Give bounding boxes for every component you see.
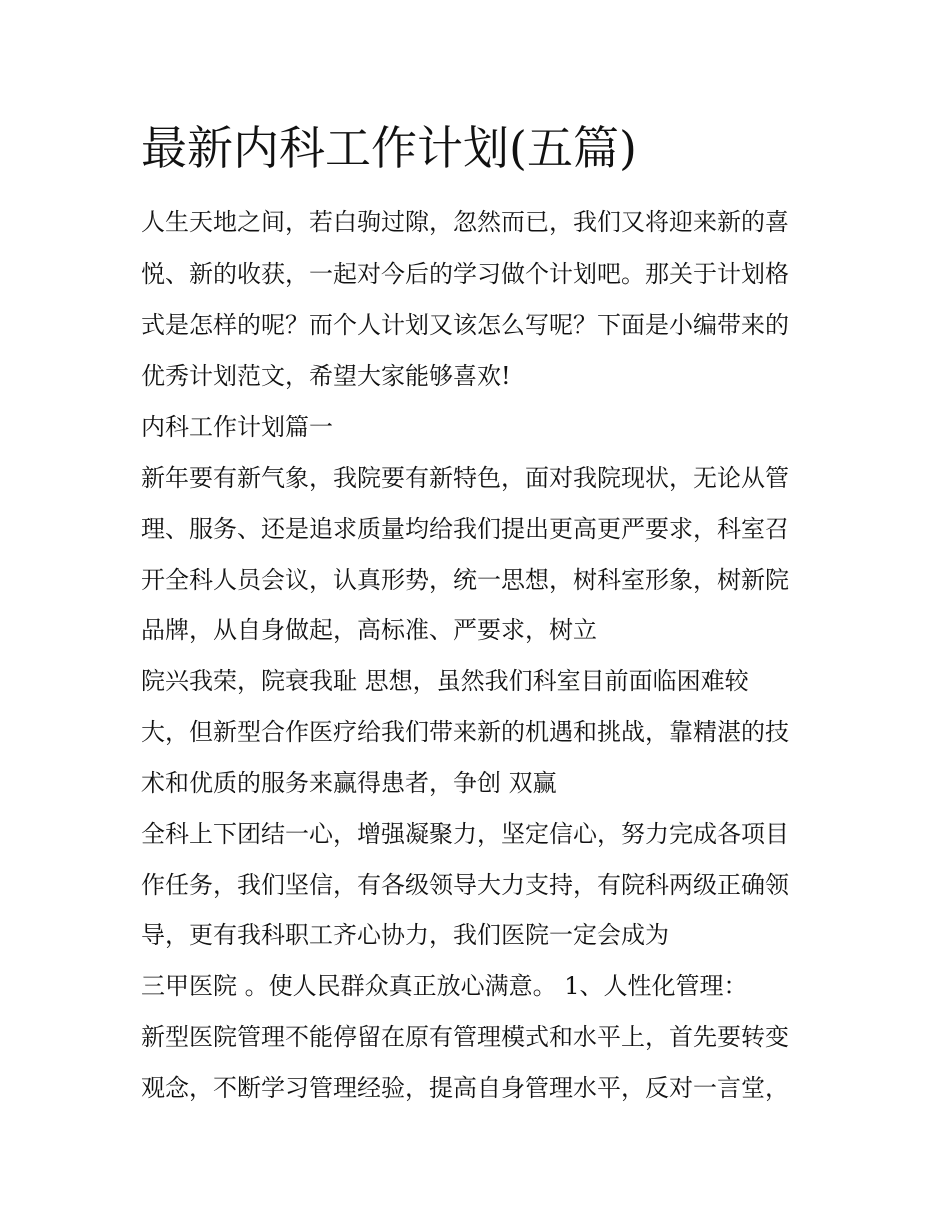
body-line: 优秀计划范文，希望大家能够喜欢!: [141, 362, 511, 390]
body-line: 院兴我荣，院衰我耻 思想，虽然我们科室目前面临困难较: [141, 667, 749, 695]
body-line: 新型医院管理不能停留在原有管理模式和水平上，首先要转变: [141, 1023, 789, 1051]
body-line: 悦、新的收获，一起对今后的学习做个计划吧。那关于计划格: [141, 260, 789, 288]
document-title: 最新内科工作计划(五篇): [141, 121, 637, 175]
body-line: 大，但新型合作医疗给我们带来新的机遇和挑战，靠精湛的技: [141, 718, 789, 746]
body-line: 全科上下团结一心，增强凝聚力，坚定信心，努力完成各项目: [141, 820, 789, 848]
body-line: 术和优质的服务来赢得患者，争创 双赢: [141, 769, 557, 797]
body-line: 三甲医院 。使人民群众真正放心满意。 1、人性化管理：: [141, 972, 748, 1000]
body-line: 导，更有我科职工齐心协力，我们医院一定会成为: [141, 921, 669, 949]
body-line: 作任务，我们坚信，有各级领导大力支持，有院科两级正确领: [141, 871, 789, 899]
section-heading: 内科工作计划篇一: [141, 413, 333, 441]
body-line: 理、服务、还是追求质量均给我们提出更高更严要求，科室召: [141, 515, 789, 543]
body-line: 新年要有新气象，我院要有新特色，面对我院现状，无论从管: [141, 464, 789, 492]
body-line: 式是怎样的呢？而个人计划又该怎么写呢？下面是小编带来的: [141, 311, 789, 339]
body-line: 品牌，从自身做起，高标准、严要求，树立: [141, 616, 597, 644]
body-line: 观念，不断学习管理经验，提高自身管理水平，反对一言堂，: [141, 1074, 789, 1102]
body-line: 人生天地之间，若白驹过隙，忽然而已，我们又将迎来新的喜: [141, 208, 789, 236]
body-line: 开全科人员会议，认真形势，统一思想，树科室形象，树新院: [141, 566, 789, 594]
